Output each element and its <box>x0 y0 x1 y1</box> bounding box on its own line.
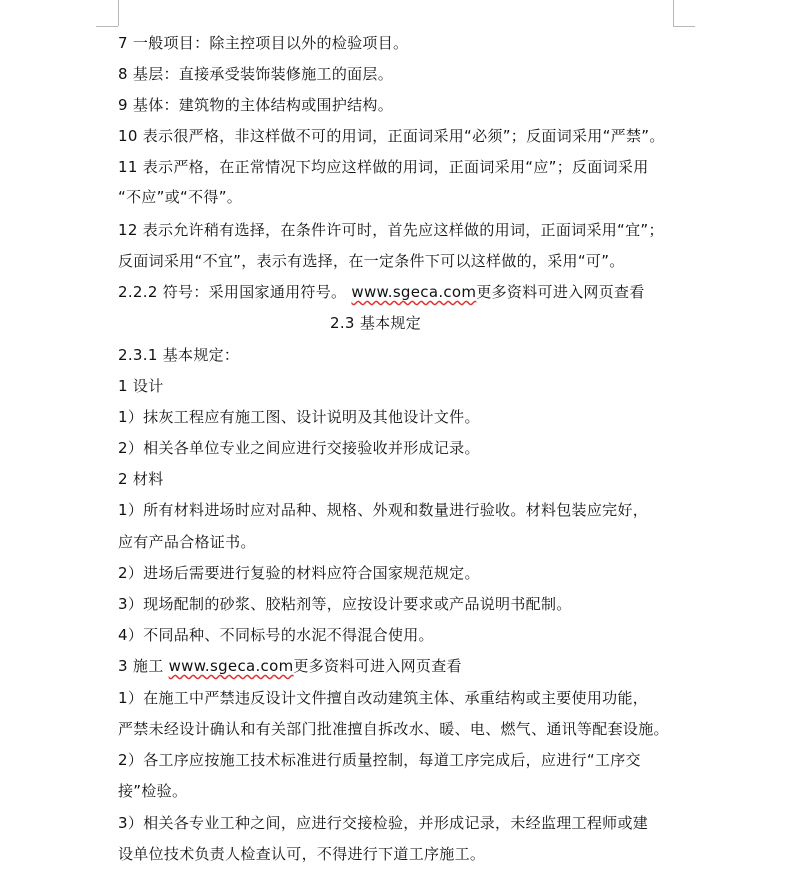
paragraph-line: 接”检验。 <box>118 782 188 800</box>
paragraph-line: 严禁未经设计确认和有关部门批准擅自拆改水、暖、电、燃气、通讯等配套设施。 <box>118 720 669 738</box>
section-heading: 2.3 基本规定 <box>330 314 422 332</box>
page-corner-mark <box>96 26 118 27</box>
page-corner-mark <box>673 0 674 26</box>
link-suffix-text: 更多资料可进入网页查看 <box>476 283 645 301</box>
paragraph-line: 2）进场后需要进行复验的材料应符合国家规范规定。 <box>118 564 480 582</box>
website-link[interactable]: www.sgeca.com <box>351 283 477 301</box>
paragraph-line: 3）相关各专业工种之间，应进行交接检验，并形成记录，未经监理工程师或建 <box>118 814 649 832</box>
paragraph-line: 设单位技术负责人检查认可，不得进行下道工序施工。 <box>118 845 486 863</box>
paragraph-text: 3 施工 <box>118 657 164 675</box>
paragraph-line: 1）所有材料进场时应对品种、规格、外观和数量进行验收。材料包装应完好， <box>118 501 649 519</box>
paragraph-line: 反面词采用“不宜”，表示有选择，在一定条件下可以这样做的，采用“可”。 <box>118 252 625 270</box>
paragraph-line: “不应”或“不得”。 <box>118 188 243 206</box>
page-corner-mark <box>673 26 695 27</box>
paragraph-line: 3）现场配制的砂浆、胶粘剂等，应按设计要求或产品说明书配制。 <box>118 595 572 613</box>
page-corner-mark <box>118 0 119 26</box>
construction-line <box>118 656 462 676</box>
paragraph-line: 8 基层：直接承受装饰装修施工的面层。 <box>118 65 394 83</box>
paragraph-text: 2.2.2 符号：采用国家通用符号。 <box>118 283 347 301</box>
paragraph-line: 4）不同品种、不同标号的水泥不得混合使用。 <box>118 626 434 644</box>
paragraph-line: 2.3.1 基本规定： <box>118 346 240 364</box>
paragraph-line: 2）各工序应按施工技术标准进行质量控制，每道工序完成后，应进行“工序交 <box>118 751 641 769</box>
link-suffix-text: 更多资料可进入网页查看 <box>293 657 462 675</box>
paragraph-line: 应有产品合格证书。 <box>118 533 256 551</box>
paragraph-line: 1）抹灰工程应有施工图、设计说明及其他设计文件。 <box>118 408 480 426</box>
paragraph-line: 1）在施工中严禁违反设计文件擅自改动建筑主体、承重结构或主要使用功能， <box>118 689 649 707</box>
paragraph-line: 12 表示允许稍有选择，在条件许可时，首先应这样做的用词，正面词采用“宜”； <box>118 221 664 239</box>
paragraph-line: 2）相关各单位专业之间应进行交接验收并形成记录。 <box>118 439 480 457</box>
paragraph-line: 9 基体：建筑物的主体结构或围护结构。 <box>118 96 394 114</box>
paragraph-line: 10 表示很严格，非这样做不可的用词，正面词采用“必须”；反面词采用“严禁”。 <box>118 127 665 145</box>
paragraph-line: 1 设计 <box>118 377 164 395</box>
section-line-2-2-2 <box>118 282 645 302</box>
paragraph-line: 2 材料 <box>118 470 164 488</box>
website-link[interactable]: www.sgeca.com <box>168 657 294 675</box>
paragraph-line: 11 表示严格，在正常情况下均应这样做的用词，正面词采用“应”；反面词采用 <box>118 158 649 176</box>
paragraph-line: 7 一般项目：除主控项目以外的检验项目。 <box>118 34 409 52</box>
